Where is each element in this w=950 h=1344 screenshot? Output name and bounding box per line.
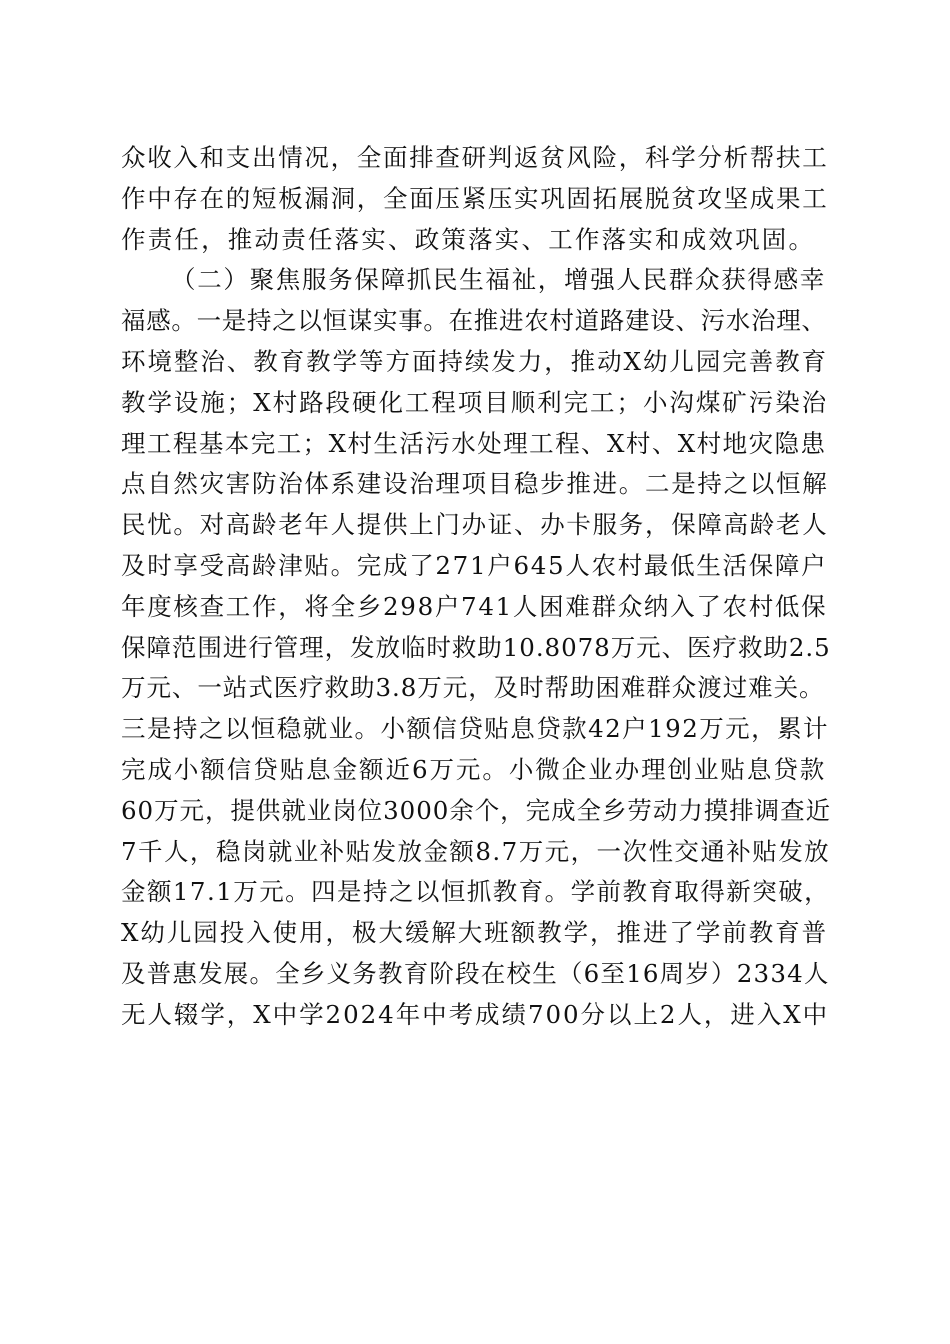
text-line: 万元、一站式医疗救助3.8万元，及时帮助困难群众渡过难关。 <box>121 673 825 703</box>
text-line: 众收入和支出情况，全面排查研判返贫风险，科学分析帮扶工 <box>121 143 829 172</box>
text-line: 点自然灾害防治体系建设治理项目稳步推进。二是持之以恒解 <box>121 469 829 499</box>
text-line: 三是持之以恒稳就业。小额信贷贴息贷款42户192万元，累计 <box>121 714 829 744</box>
text-line: 及时享受高龄津贴。完成了271户645人农村最低生活保障户 <box>121 550 828 580</box>
text-line: 民忧。对高龄老年人提供上门办证、办卡服务，保障高龄老人 <box>121 510 829 540</box>
section-heading-line: （二）聚焦服务保障抓民生福祉，增强人民群众获得感幸 <box>171 265 826 295</box>
text-line: 金额17.1万元。四是持之以恒抓教育。学前教育取得新突破， <box>121 877 831 907</box>
text-line: 教学设施；X村路段硬化工程项目顺利完工；小沟煤矿污染治 <box>121 387 829 417</box>
text-line: 作责任，推动责任落实、政策落实、工作落实和成效巩固。 <box>121 224 816 254</box>
text-line: 60万元，提供就业岗位3000余个，完成全乡劳动力摸排调查近 <box>121 795 832 825</box>
text-line: 作中存在的短板漏洞，全面压紧压实巩固拓展脱贫攻坚成果工 <box>121 183 829 213</box>
text-line: 环境整治、教育教学等方面持续发力，推动X幼儿园完善教育 <box>121 346 829 376</box>
text-line: X幼儿园投入使用，极大缓解大班额教学，推进了学前教育普 <box>121 918 829 948</box>
text-line: 7千人，稳岗就业补贴发放金额8.7万元，一次性交通补贴发放 <box>121 836 831 866</box>
text-line: 理工程基本完工；X村生活污水处理工程、X村、X村地灾隐患 <box>121 428 827 458</box>
text-line: 福感。一是持之以恒谋实事。在推进农村道路建设、污水治理、 <box>121 306 827 336</box>
text-line: 无人辍学，X中学2024年中考成绩700分以上2人，进入X中 <box>121 999 830 1029</box>
text-line: 完成小额信贷贴息金额近6万元。小微企业办理创业贴息贷款 <box>121 754 827 784</box>
text-line: 年度核查工作，将全乡298户741人困难群众纳入了农村低保 <box>121 591 828 621</box>
text-line: 及普惠发展。全乡义务教育阶段在校生（6至16周岁）2334人 <box>121 958 830 988</box>
body-text <box>121 138 831 1036</box>
text-line: 保障范围进行管理，发放临时救助10.8078万元、医疗救助2.5 <box>121 632 831 662</box>
